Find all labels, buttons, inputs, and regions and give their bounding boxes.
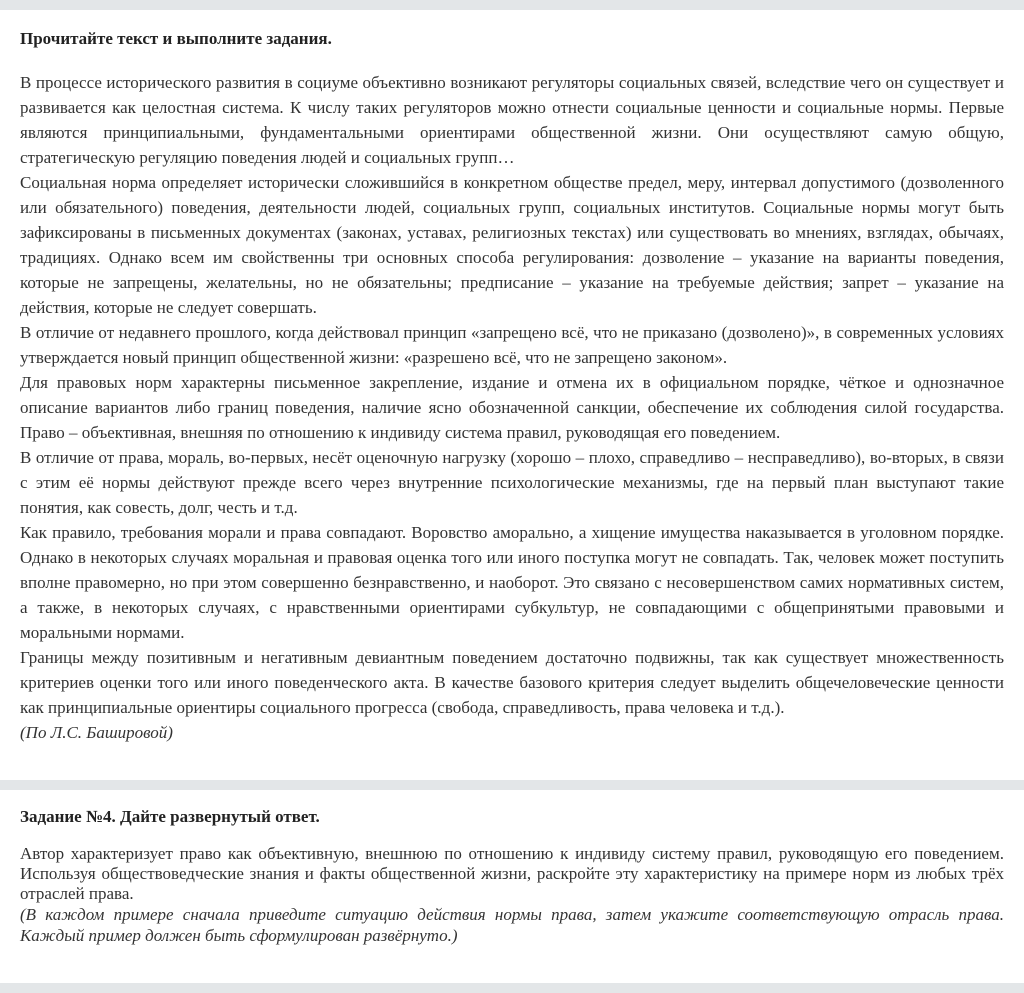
- reading-card: [0, 10, 1024, 780]
- task-question: Автор характеризует право как объективную, внешнюю по отношению к индивиду систему правил, руководящую его поведением. Используя обществоведческие знания и факты общественной жизни, раскройте эту характеристику на примере норм из любых трёх отраслей права.: [20, 844, 1004, 903]
- paragraph: Для правовых норм характерны письменное закрепление, издание и отмена их в официальном порядке, чёткое и однозначное описание вариантов либо границ поведения, наличие ясно обозначенной санкции, обеспечение их соблюдения силой государства. Право – объективная, внешняя по отношению к индивиду система правил, руководящая его поведением.: [20, 373, 1004, 442]
- task-note: (В каждом примере сначала приведите ситуацию действия нормы права, затем укажите соответствующую отрасль права. Каждый пример должен быть сформулирован развёрнуто.): [20, 905, 1004, 945]
- task-body: [20, 844, 1004, 946]
- paragraph: В процессе исторического развития в социуме объективно возникают регуляторы социальных связей, вследствие чего он существует и развивается как целостная система. К числу таких регуляторов можно отнести социальные ценности и социальные нормы. Первые являются принципиальными, фундаментальными ориентирами общественной жизни. Они осуществляют самую общую, стратегическую регуляцию поведения людей и социальных групп…: [20, 73, 1004, 167]
- task-card: [0, 790, 1024, 983]
- reading-text: [20, 70, 1004, 720]
- paragraph: Как правило, требования морали и права совпадают. Воровство аморально, а хищение имущества наказывается в уголовном порядке. Однако в некоторых случаях моральная и правовая оценка того или иного поступка могут не совпадать. Так, человек может поступить вполне правомерно, но при этом совершенно безнравственно, и наоборот. Это связано с несовершенством самих нормативных систем, а также, в некоторых случаях, с нравственными ориентирами субкультур, не совпадающими с общепринятыми правовыми и моральными нормами.: [20, 523, 1004, 642]
- source-attribution: (По Л.С. Башировой): [20, 723, 173, 742]
- paragraph: В отличие от права, мораль, во-первых, несёт оценочную нагрузку (хорошо – плохо, справедливо – несправедливо), во-вторых, в связи с этим её нормы действуют прежде всего через внутренние психологические механизмы, где на первый план выступают такие понятия, как совесть, долг, честь и т.д.: [20, 448, 1004, 517]
- reading-title: Прочитайте текст и выполните задания.: [20, 29, 332, 48]
- paragraph: Границы между позитивным и негативным девиантным поведением достаточно подвижны, так как существует множественность критериев оценки того или иного поведенческого акта. В качестве базового критерия следует выделить общечеловеческие ценности как принципиальные ориентиры социального прогресса (свобода, справедливость, права человека и т.д.).: [20, 648, 1004, 717]
- paragraph: В отличие от недавнего прошлого, когда действовал принцип «запрещено всё, что не приказано (дозволено)», в современных условиях утверждается новый принцип общественной жизни: «разрешено всё, что не запрещено законом».: [20, 323, 1004, 367]
- paragraph: Социальная норма определяет исторически сложившийся в конкретном обществе предел, меру, интервал допустимого (дозволенного или обязательного) поведения, деятельности людей, социальных групп, социальных институтов. Социальные нормы могут быть зафиксированы в письменных документах (законах, уставах, религиозных текстах) или существовать во мнениях, взглядах, обычаях, традициях. Однако всем им свойственны три основных способа регулирования: дозволение – указание на варианты поведения, которые не запрещены, желательны, но не обязательны; предписание – указание на требуемые действия; запрет – указание на действия, которые не следует совершать.: [20, 173, 1004, 317]
- task-title: Задание №4. Дайте развернутый ответ.: [20, 807, 320, 826]
